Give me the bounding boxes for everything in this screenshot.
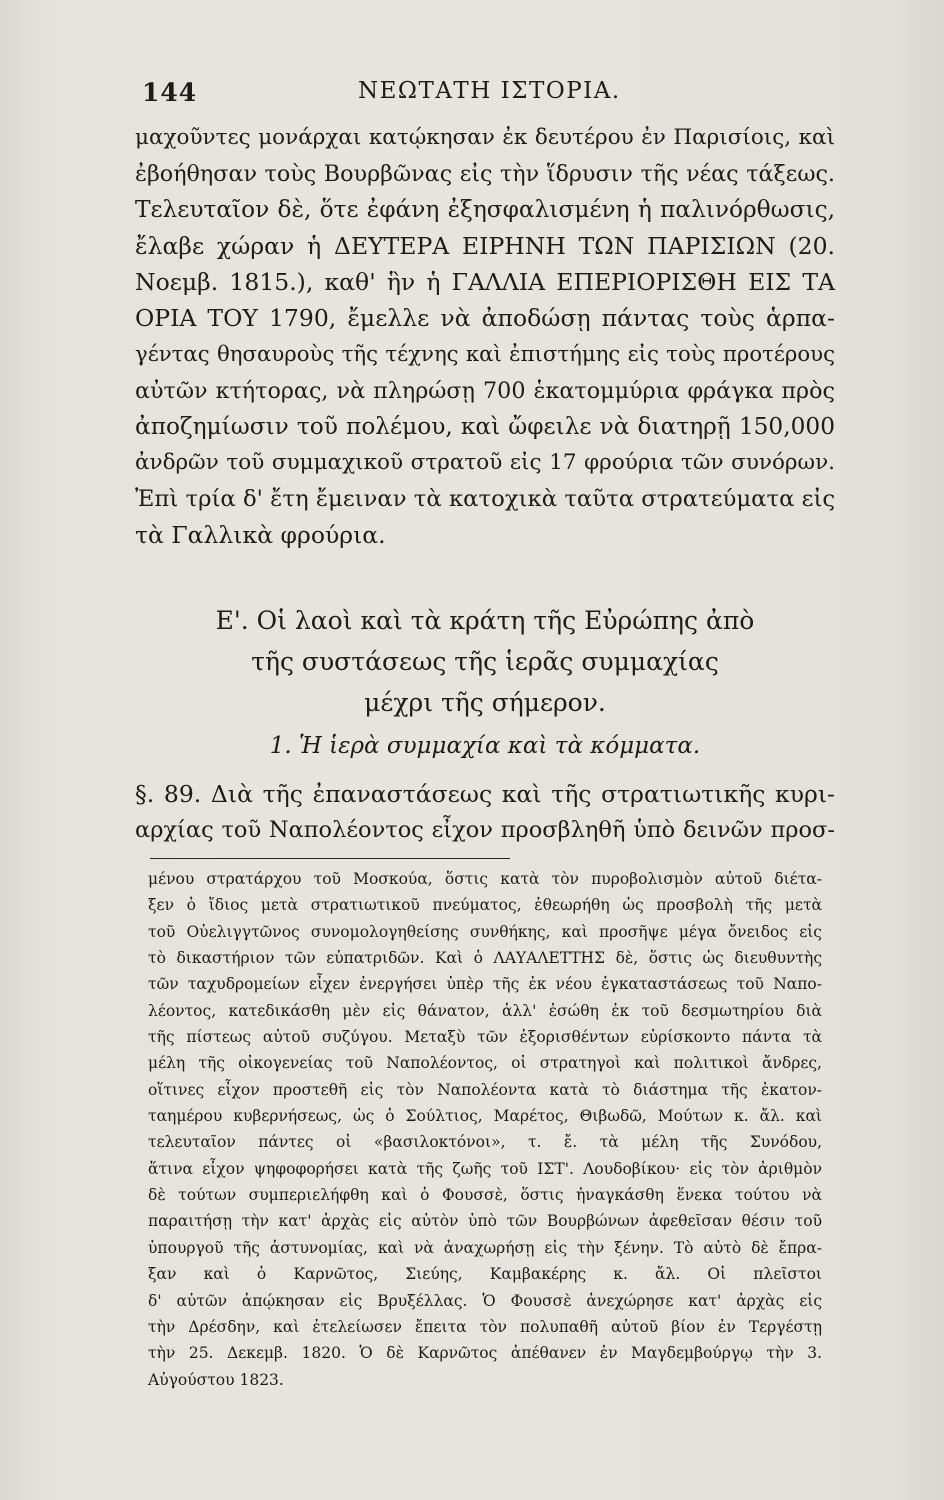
footnote-line: ἅτινα εἶχον ψηφοφορήσει κατὰ τῆς ζωῆς τοῦ ΙΣΤ'. Λουδοβίκου· εἰς τὸν ἀριθμὸν	[148, 1159, 822, 1178]
running-title: ΝΕΩΤΑΤΗ ΙΣΤΟΡΙΑ.	[358, 78, 621, 104]
footnote-line: τῶν ταχυδρομείων εἶχεν ἐνεργήσει ὑπὲρ τῆς ἐκ νέου ἐγκαταστάσεως τοῦ Ναπο-	[148, 975, 822, 994]
text-line: ΟΡΙΑ ΤΟΥ 1790, ἔμελλε νὰ ἀποδώσῃ πάντας τοὺς ἁρπα-	[135, 304, 835, 333]
heading-line: τῆς συστάσεως τῆς ἱερᾶς συμμαχίας	[251, 647, 719, 676]
footnote-line: ὑπουργοῦ τῆς ἀστυνομίας, καὶ νὰ ἀναχωρήσῃ εἰς τὴν ξένην. Τὸ αὐτὸ δὲ ἔπρα-	[148, 1238, 822, 1257]
footnote-line: δ' αὐτῶν ἀπῴκησαν εἰς Βρυξέλλας. Ὁ Φουσσὲ ἀνεχώρησε κατ' ἀρχὰς εἰς	[148, 1291, 822, 1310]
footnote-line: λέοντος, κατεδικάσθη μὲν εἰς θάνατον, ἀλλ' ἐσώθη ἐκ τοῦ δεσμωτηρίου διὰ	[148, 1001, 822, 1020]
footnote-line: παραιτήσῃ τὴν κατ' ἀρχὰς εἰς αὐτὸν ὑπὸ τῶν Βουρβώνων ἀφεθεῖσαν θέσιν τοῦ	[148, 1212, 822, 1231]
section-paragraph	[135, 776, 835, 848]
footnote-line: τὴν Δρέσδην, καὶ ἐτελείωσεν ἔπειτα τὸν πολυπαθῆ αὐτοῦ βίον ἐν Τεργέστῃ	[148, 1317, 822, 1336]
text-line: τὰ Γαλλικὰ φρούρια.	[135, 521, 386, 550]
text-line: αὐτῶν κτήτορας, νὰ πληρώσῃ 700 ἑκατομμύρια φράγκα πρὸς	[135, 377, 835, 404]
text-line: Νοεμβ. 1815.), καθ' ἣν ἡ ΓΑΛΛΙΑ ΕΠΕΡΙΟΡΙΣΘΗ ΕΙΣ ΤΑ	[135, 268, 835, 297]
text-line: αρχίας τοῦ Ναπολέοντος εἶχον προσβληθῆ ὑπὸ δεινῶν προσ-	[135, 817, 835, 844]
running-head	[120, 70, 820, 110]
footnote-line: δὲ τούτων συμπεριελήφθη καὶ ὁ Φουσσὲ, ὅστις ἠναγκάσθη ἕνεκα τούτου νὰ	[148, 1186, 822, 1205]
footnote-line: τῆς πίστεως αὐτοῦ συζύγου. Μεταξὺ τῶν ἐξορισθέντων εὑρίσκοντο πάντα τὰ	[148, 1028, 822, 1047]
text-line: μαχοῦντες μονάρχαι κατῴκησαν ἐκ δευτέρου ἐν Παρισίοις, καὶ	[135, 125, 835, 150]
footnote-line: ξαν καὶ ὁ Καρνῶτος, Σιεύης, Καμβακέρης κ. ἄλ. Οἱ πλεῖστοι	[148, 1265, 822, 1284]
heading-line: μέχρι τῆς σήμερον.	[364, 688, 606, 717]
subsection-heading: 1. Ἡ ἱερὰ συμμαχία καὶ τὰ κόμματα.	[269, 733, 701, 759]
footnote-line: οἵτινες εἶχον προστεθῆ εἰς τὸν Ναπολέοντα κατὰ τὸ διάστημα τῆς ἑκατον-	[148, 1080, 822, 1099]
footnote-rule	[150, 858, 510, 859]
footnote-line: ταημέρου κυβερνήσεως, ὡς ὁ Σούλτιος, Μαρέτος, Θιβωδῶ, Μούτων κ. ἄλ. καὶ	[148, 1107, 822, 1126]
footnote-line: Αὐγούστου 1823.	[148, 1370, 284, 1389]
body-paragraph	[135, 120, 835, 553]
footnote-line: τελευταῖον πάντες οἱ «βασιλοκτόνοι», τ. ἔ. τὰ μέλη τῆς Συνόδου,	[148, 1133, 822, 1152]
text-line: §. 89. Διὰ τῆς ἐπαναστάσεως καὶ τῆς στρατιωτικῆς κυρι-	[135, 780, 835, 808]
footnote-line: ξεν ὁ ἴδιος μετὰ στρατιωτικοῦ πνεύματος, ἐθεωρήθη ὡς προσβολὴ τῆς μετὰ	[148, 896, 822, 915]
footnote-line: μέλη τῆς οἰκογενείας τοῦ Ναπολέοντος, οἱ στρατηγοὶ καὶ πολιτικοὶ ἄνδρες,	[148, 1054, 822, 1073]
footnote-line: τὸ δικαστήριον τῶν εὐπατριδῶν. Καὶ ὁ ΛΑΥΑΛΕΤΤΗΣ δὲ, ὅστις ὡς διευθυντὴς	[148, 949, 822, 968]
text-line: ἔλαβε χώραν ἡ ΔΕΥΤΕΡΑ ΕΙΡΗΝΗ ΤΩΝ ΠΑΡΙΣΙΩΝ (20.	[135, 232, 835, 261]
section-heading	[135, 600, 835, 723]
text-line: Ἐπὶ τρία δ' ἔτη ἔμειναν τὰ κατοχικὰ ταῦτα στρατεύματα εἰς	[135, 485, 836, 512]
text-line: ἀνδρῶν τοῦ συμμαχικοῦ στρατοῦ εἰς 17 φρούρια τῶν συνόρων.	[135, 449, 835, 475]
footnote-line: μένου στρατάρχου τοῦ Μοσκούα, ὅστις κατὰ τὸν πυροβολισμὸν αὐτοῦ διέτα-	[148, 870, 822, 888]
text-line: ἀποζημίωσιν τοῦ πολέμου, καὶ ὤφειλε νὰ διατηρῇ 150,000	[135, 412, 835, 440]
footnote-line: τοῦ Οὐελιγγτῶνος συνομολογηθείσης συνθήκης, καὶ προσῆψε μέγα ὄνειδος εἰς	[148, 922, 822, 941]
text-line: Τελευταῖον δὲ, ὅτε ἐφάνη ἐξησφαλισμένη ἡ παλινόρθωσις,	[135, 196, 835, 224]
text-line: γέντας θησαυροὺς τῆς τέχνης καὶ ἐπιστήμης εἰς τοὺς προτέρους	[135, 341, 835, 367]
heading-line: Ε'. Οἱ λαοὶ καὶ τὰ κράτη τῆς Εὐρώπης ἀπὸ	[215, 606, 755, 635]
footnote	[148, 866, 822, 1393]
text-line: ἐβοήθησαν τοὺς Βουρβῶνας εἰς τὴν ἵδρυσιν τῆς νέας τάξεως.	[135, 161, 835, 188]
footnote-line: τὴν 25. Δεκεμβ. 1820. Ὁ δὲ Καρνῶτος ἀπέθανεν ἐν Μαγδεμβούργῳ τὴν 3.	[148, 1344, 822, 1363]
page-number: 144	[142, 78, 198, 107]
